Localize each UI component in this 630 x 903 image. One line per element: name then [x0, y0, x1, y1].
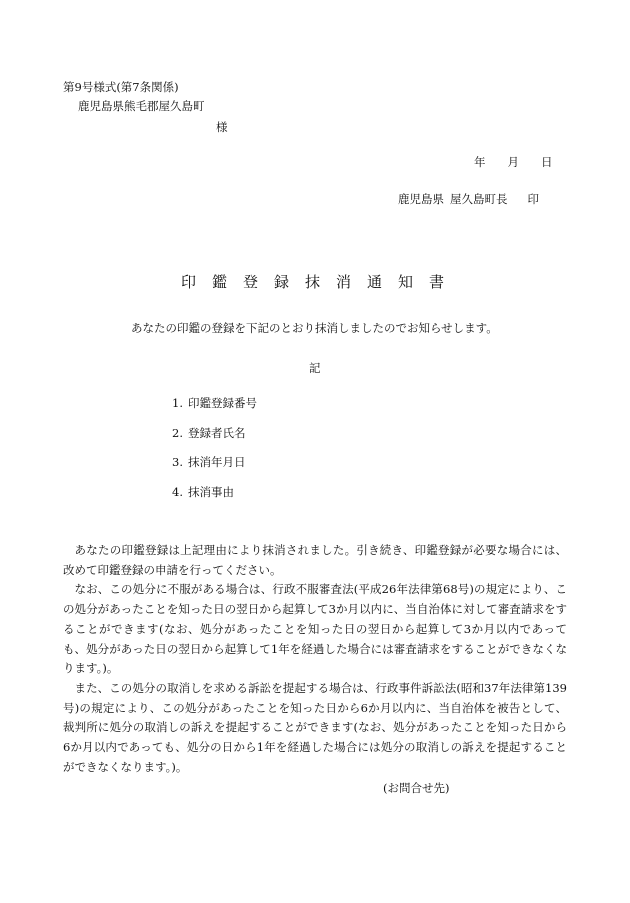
addressee: 鹿児島県熊毛郡屋久島町 — [78, 99, 205, 113]
item-list — [172, 396, 257, 514]
item-number: 3. — [172, 455, 183, 469]
notice-paragraph: あなたの印鑑登録は上記理由により抹消されました。引き続き、印鑑登録が必要な場合には、改めて印鑑登録の申請を行ってください。 — [63, 543, 567, 577]
item-label: 印鑑登録番号 — [188, 396, 257, 410]
document-title: 印鑑登録抹消通知書 — [181, 273, 461, 291]
date-year: 年 — [474, 155, 486, 169]
contact-heading: (お問合せ先) — [383, 781, 450, 795]
item-number: 1. — [172, 396, 183, 410]
date-day: 日 — [541, 155, 553, 169]
list-item — [172, 426, 257, 456]
item-number: 2. — [172, 425, 183, 440]
notice-paragraph: なお、この処分に不服がある場合は、行政不服審査法(平成26年法律第68号)の規定により、この処分があったことを知った日の翌日から起算して3か月以内に、当自治体に対して審査請求をすることができます(なお、処分があったことを知った日の翌日から起算して3か月以内であっても、処分があった日の翌日から起算して1年を経過した場合には審査請求をすることができなくなります。)。 — [63, 582, 567, 676]
issuer-prefecture: 鹿児島県 — [398, 192, 444, 206]
issuer — [398, 192, 539, 207]
issuer-mayor: 屋久島町長 — [450, 192, 508, 206]
list-item — [172, 455, 257, 485]
ki-heading: 記 — [309, 361, 321, 375]
form-number: 第9号様式(第7条関係) — [63, 80, 179, 94]
intro-text: あなたの印鑑の登録を下記のとおり抹消しましたのでお知らせします。 — [131, 321, 498, 335]
issuer-seal: 印 — [527, 192, 539, 206]
notice-body — [63, 541, 567, 777]
date-month: 月 — [507, 155, 519, 169]
list-item — [172, 396, 257, 426]
item-label: 抹消年月日 — [188, 455, 246, 469]
notice-paragraph: また、この処分の取消しを求める訴訟を提起する場合は、行政事件訴訟法(昭和37年法律第139号)の規定により、この処分があったことを知った日から6か月以内に、当自治体を被告として、裁判所に処分の取消しの訴えを提起することができます(なお、処分があったことを知った日から6か月以内であっても、処分の日から1年を経過した場合には処分の取消しの訴えを提起することができなくなります。)。 — [63, 680, 567, 774]
honorific: 様 — [216, 120, 228, 134]
list-item — [172, 485, 257, 515]
item-label: 抹消事由 — [188, 484, 234, 499]
date-line — [474, 155, 553, 170]
item-number: 4. — [172, 484, 183, 499]
item-label: 登録者氏名 — [188, 425, 246, 440]
